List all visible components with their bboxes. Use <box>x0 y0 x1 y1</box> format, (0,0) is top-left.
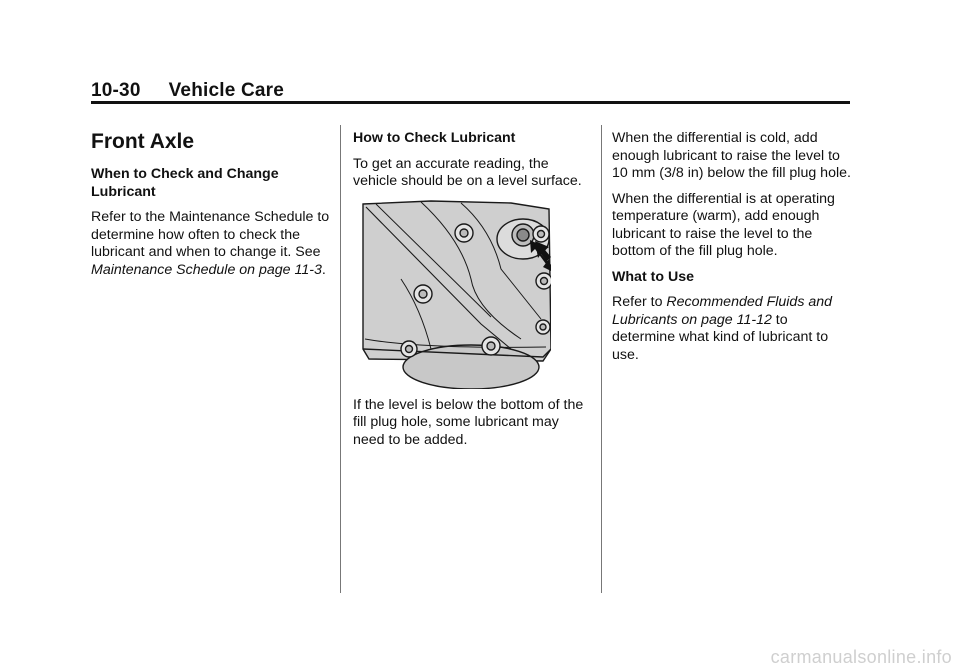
article-title: Front Axle <box>91 130 195 153</box>
maintenance-paragraph: Refer to the Maintenance Schedule to determine how often to check the lubricant and when to change it. See Maintenance Schedule on page 11-3. <box>91 209 330 278</box>
column-1 <box>91 130 331 287</box>
column-divider-1 <box>340 125 341 593</box>
cold-differential-paragraph: When the differential is cold, add enough lubricant to raise the level to 10 mm (3/8 in) below the fill plug hole. <box>612 130 851 181</box>
warm-differential-paragraph: When the differential is at operating temperature (warm), add enough lubricant to raise the level to the bottom of the fill plug hole. <box>612 190 835 259</box>
subheading-when-to-check: When to Check and Change Lubricant <box>91 166 279 200</box>
recommended-fluids-link[interactable]: Recommended Fluids and Lubricants on page 11-12 <box>612 294 833 328</box>
page-number: 10-30 <box>91 80 141 101</box>
subheading-how-to-check: How to Check Lubricant <box>353 130 516 146</box>
header-rule <box>91 101 850 104</box>
below-fill-plug-paragraph: If the level is below the bottom of the fill plug hole, some lubricant may need to be added. <box>353 396 584 448</box>
column-divider-2 <box>601 125 602 593</box>
maintenance-schedule-link[interactable]: Maintenance Schedule on page 11-3 <box>91 261 322 278</box>
subheading-what-to-use: What to Use <box>612 268 694 285</box>
axle-diagram <box>361 199 551 389</box>
column-3 <box>612 130 852 372</box>
column-2 <box>353 130 593 457</box>
recommended-fluids-paragraph: Refer to Recommended Fluids and Lubricants on page 11-12 to determine what kind of lubricant to use. <box>612 294 833 363</box>
watermark-text: carmanualsonline.info <box>770 647 952 667</box>
differential-fill-plug-illustration <box>361 199 551 389</box>
level-surface-paragraph: To get an accurate reading, the vehicle should be on a level surface. <box>353 155 582 189</box>
section-title: Vehicle Care <box>168 80 285 101</box>
page-header <box>91 80 284 102</box>
